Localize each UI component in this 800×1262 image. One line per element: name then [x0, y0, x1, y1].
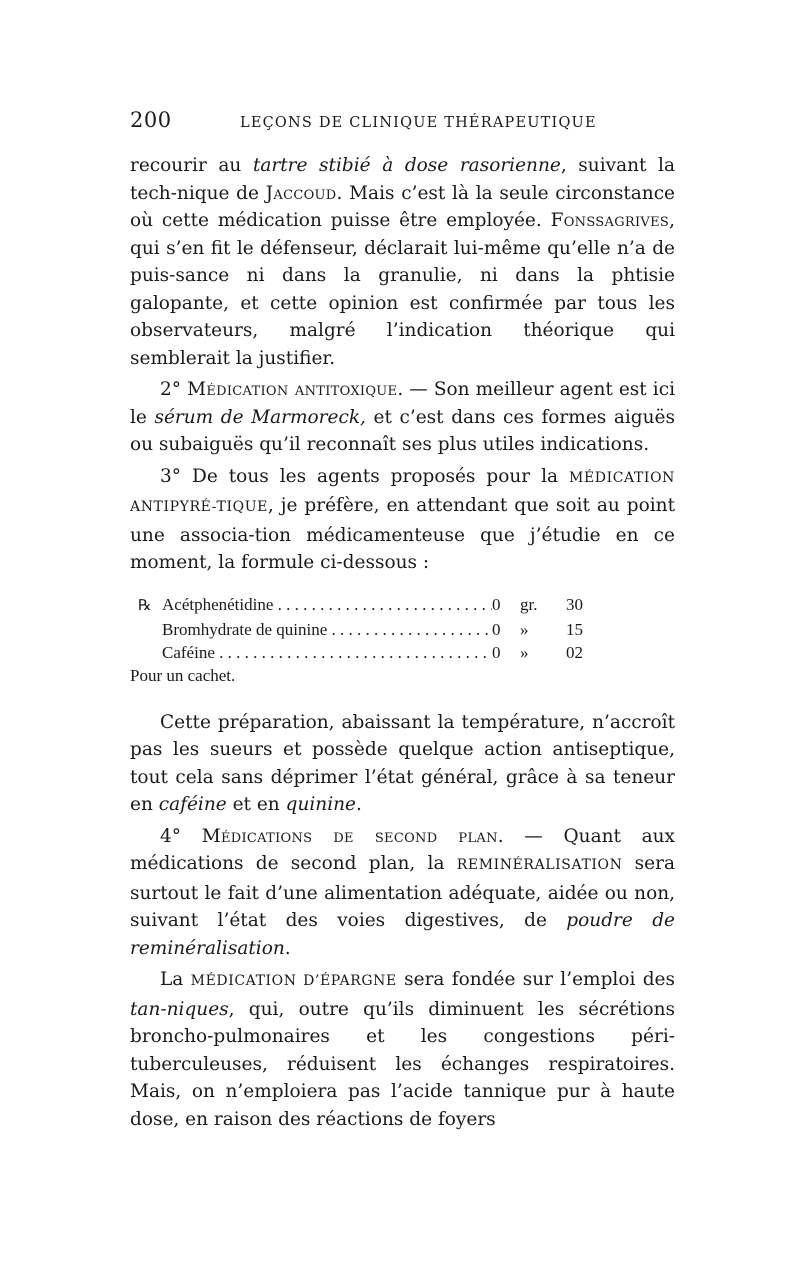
formula-note: Pour un cachet. [130, 665, 236, 685]
text-run: , suivant la tech-nique de [130, 155, 675, 204]
text-run: sera fondée sur l’emploi des [396, 969, 676, 990]
section-number: 4° [160, 825, 202, 847]
text-run: sera surtout le fait d’une alimentation adéquate, aidée ou non, suivant l’état des voies digestives, de [130, 853, 676, 931]
text-run: . — Quant aux médications de second plan, la [130, 825, 675, 874]
italic-run: quinine [285, 794, 356, 815]
section-term: REMINÉRALISATION [456, 857, 623, 873]
text-run: Cette préparation, abaissant la température, n’accroît pas les sueurs et possède quelque action antiseptique, tout cela sans déprimer l’état général, grâce à sa teneur en [130, 711, 675, 815]
text-run: , qui s’en fit le défenseur, déclarait lui-même qu’elle n’a de puis-sance ni dans la granulie, ni dans la phtisie galopante, et cette opinion est confirmée par tous les observateurs, malgré l’indication théorique qui semblerait la justifier. [130, 210, 675, 369]
text-run: . [355, 794, 362, 815]
ingredient-quantity: 15 [566, 619, 583, 639]
author-name: Fonssagrives [550, 210, 670, 231]
text-run: . Mais c’est là la seule circonstance où cette médication puisse être employée. [130, 182, 676, 231]
formula-row [130, 641, 675, 664]
running-head [130, 108, 675, 142]
prescription-formula [130, 593, 675, 687]
text-run: , qui, outre qu’ils diminuent les sécrétions broncho-pulmonaires et les congestions péri-tuberculeuses, réduisent les échanges respiratoires. Mais, on n’emploiera pas l’acide tannique pur à haute dose, en raison des réactions de foyers [130, 998, 675, 1130]
paragraph-epargne [130, 966, 675, 1133]
paragraph-medication-antitoxique [130, 376, 675, 459]
text-run: . [284, 937, 291, 959]
ingredient-name: Acétphenétidine . . . [162, 593, 492, 616]
section-term: MÉDICATION D’ÉPARGNE [190, 973, 397, 989]
text-run: 3° De tous les agents proposés pour la [160, 465, 570, 487]
author-name: Jaccoud [265, 182, 337, 204]
paragraph-second-plan [130, 823, 675, 963]
italic-run: caféine [158, 794, 227, 815]
ingredient-unit: » [520, 642, 529, 662]
ingredient-quantity: 30 [566, 594, 583, 614]
ingredient-name: Caféine . . . [162, 641, 492, 664]
text-run: La [160, 969, 191, 990]
running-title: LEÇONS DE CLINIQUE THÉRAPEUTIQUE [240, 115, 597, 131]
italic-run: tan-niques [130, 998, 229, 1020]
italic-run: tartre stibié à dose rasorienne [252, 155, 561, 176]
paragraph-medication-antipyretique [130, 463, 675, 577]
ingredient-unit: gr. [520, 594, 538, 614]
section-heading: Médication antitoxique [187, 379, 398, 400]
ingredient-unit: » [520, 619, 529, 639]
text-run: . — Son meilleur agent est ici le [130, 379, 675, 428]
formula-row [130, 593, 675, 618]
paragraph-tartre-stibie [130, 152, 675, 372]
italic-run: sérum de Marmoreck, [154, 406, 366, 428]
ingredient-amount: 0 [492, 619, 501, 639]
ingredient-amount: 0 [492, 594, 501, 614]
text-run: recourir au [130, 155, 253, 176]
page-number: 200 [130, 108, 172, 132]
section-heading: MÉDICATION ANTIPYRÉ-TIQUE [130, 469, 675, 515]
ingredient-amount: 0 [492, 642, 501, 662]
recipe-symbol: ℞ [138, 597, 152, 614]
text-run: , je préfère, en attendant que soit au point une associa-tion médicamenteuse que j’étudie en ce moment, la formule ci-dessous : [130, 495, 675, 573]
book-page [130, 108, 675, 1133]
ingredient-name: Bromhydrate de quinine . . . [162, 618, 492, 641]
paragraph-preparation [130, 709, 675, 819]
text-run: et c’est dans ces formes aiguës ou subaiguës qu’il reconnaît ses plus utiles indications. [130, 406, 675, 455]
section-heading: Médications de second plan [201, 825, 498, 847]
formula-row [130, 618, 675, 641]
ingredient-quantity: 02 [566, 642, 583, 662]
italic-run: poudre de reminéralisation [130, 910, 676, 959]
text-run: et en [226, 794, 286, 815]
section-number: 2° [160, 379, 188, 400]
